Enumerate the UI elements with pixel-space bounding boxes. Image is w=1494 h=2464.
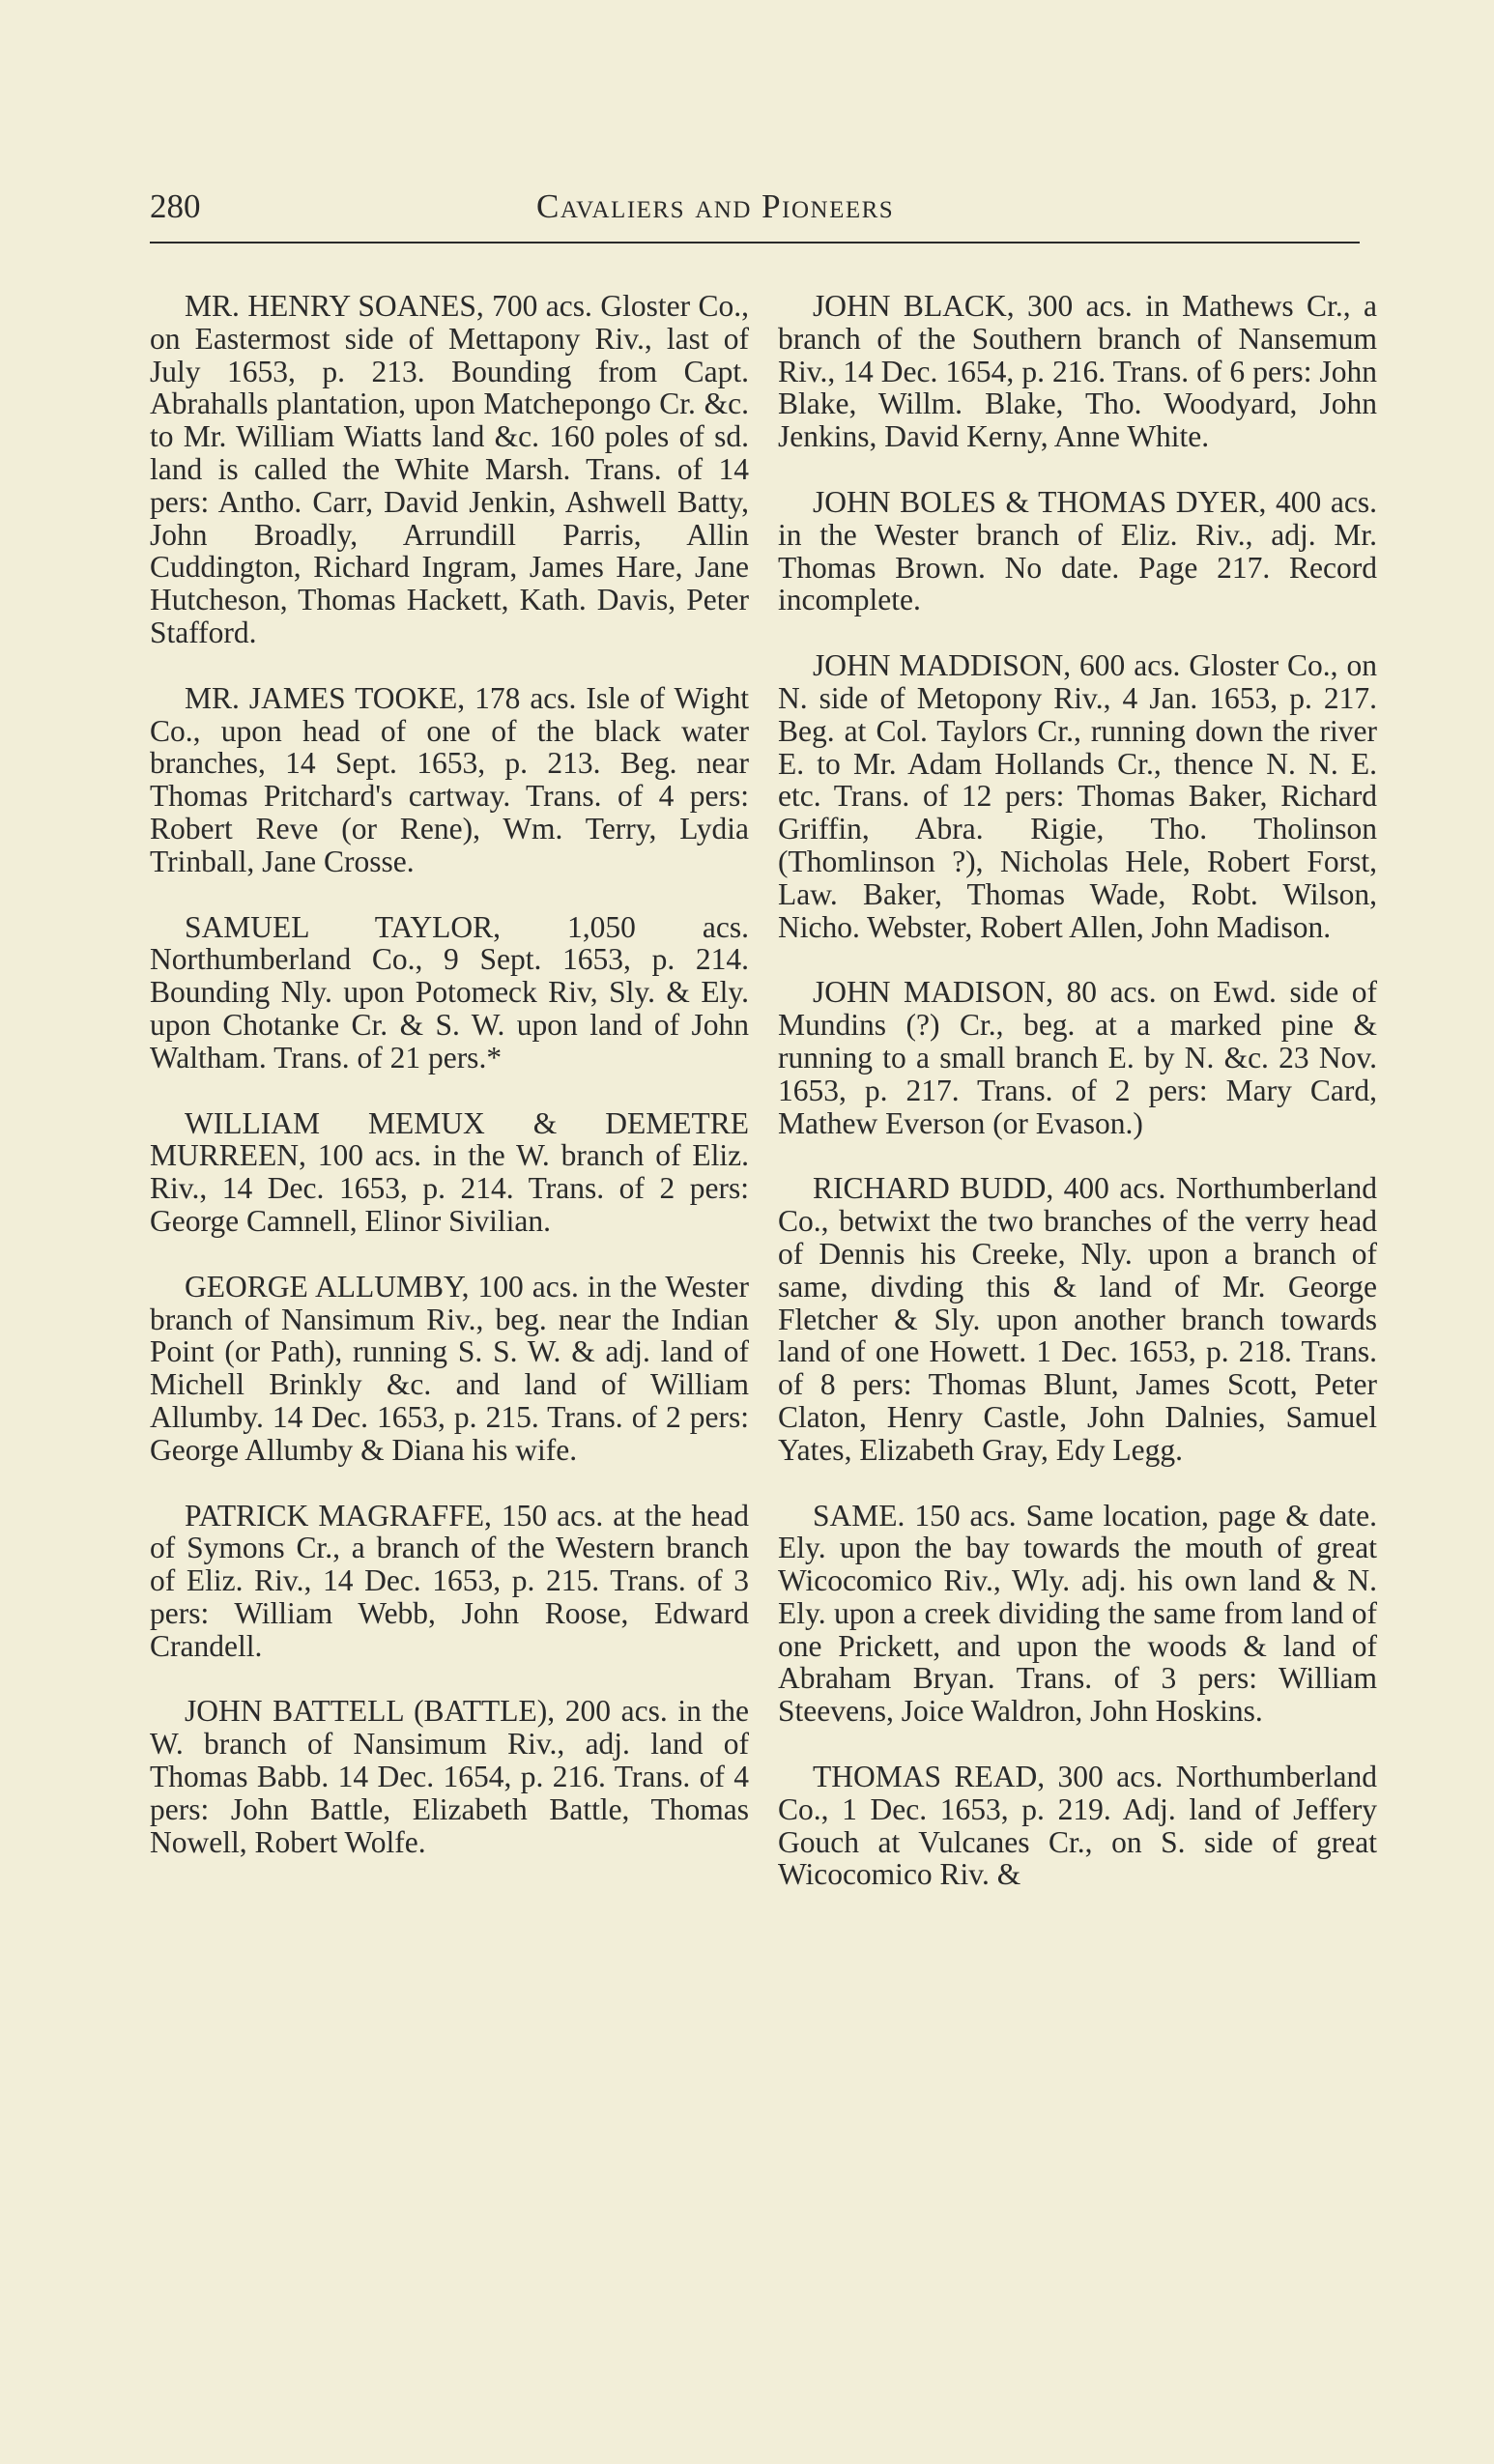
land-grant-entry: JOHN BOLES & THOMAS DYER, 400 acs. in the Wester branch of Eliz. Riv., adj. Mr. Thomas Brown. No date. Page 217. Record incomplete.	[778, 484, 1377, 617]
land-grant-entry: JOHN MADDISON, 600 acs. Gloster Co., on N. side of Metopony Riv., 4 Jan. 1653, p. 217. Beg. at Col. Taylors Cr., running down the river E. to Mr. Adam Hollands Cr., thence N. N. E. etc. Trans. of 12 pers: Thomas Baker, Richard Griffin, Abra. Rigie, Tho. Tholinson (Thomlinson ?), Nicholas Hele, Robert Forst, Law. Baker, Thomas Wade, Robt. Wilson, Nicho. Webster, Robert Allen, John Madison.	[778, 648, 1377, 944]
land-grant-entry: SAMUEL TAYLOR, 1,050 acs. Northumberland Co., 9 Sept. 1653, p. 214. Bounding Nly. upon Potomeck Riv, Sly. & Ely. upon Chotanke Cr. & S. W. upon land of John Waltham. Trans. of 21 pers.*	[150, 909, 749, 1074]
land-grant-entry: MR. HENRY SOANES, 700 acs. Gloster Co., on Eastermost side of Mettapony Riv., last of July 1653, p. 213. Bounding from Capt. Abrahalls plantation, upon Matchepongo Cr. &c. to Mr. William Wiatts land &c. 160 poles of sd. land is called the White Marsh. Trans. of 14 pers: Antho. Carr, David Jenkin, Ashwell Batty, John Broadly, Arrundill Parris, Allin Cuddington, Richard Ingram, James Hare, Jane Hutcheson, Thomas Hackett, Kath. Davis, Peter Stafford.	[150, 289, 749, 649]
running-title: Cavaliers and Pioneers	[536, 187, 895, 225]
header-rule	[150, 242, 1360, 244]
land-grant-entry: MR. JAMES TOOKE, 178 acs. Isle of Wight Co., upon head of one of the black water branches, 14 Sept. 1653, p. 213. Beg. near Thomas Pritchard's cartway. Trans. of 4 pers: Robert Reve (or Rene), Wm. Terry, Lydia Trinball, Jane Crosse.	[150, 680, 749, 878]
land-grant-entry: GEORGE ALLUMBY, 100 acs. in the Wester branch of Nansimum Riv., beg. near the Indian Point (or Path), running S. S. W. & adj. land of Michell Brinkly &c. and land of William Allumby. 14 Dec. 1653, p. 215. Trans. of 2 pers: George Allumby & Diana his wife.	[150, 1269, 749, 1467]
land-grant-entry: JOHN BATTELL (BATTLE), 200 acs. in the W. branch of Nansimum Riv., adj. land of Thomas Babb. 14 Dec. 1654, p. 216. Trans. of 4 pers: John Battle, Elizabeth Battle, Thomas Nowell, Robert Wolfe.	[150, 1694, 749, 1859]
land-grant-entry: SAME. 150 acs. Same location, page & date. Ely. upon the bay towards the mouth of great Wicocomico Riv., Wly. adj. his own land & N. Ely. upon a creek dividing the same from land of one Prickett, and upon the woods & land of Abraham Bryan. Trans. of 3 pers: William Steevens, Joice Waldron, John Hoskins.	[778, 1498, 1377, 1729]
land-grant-entry: JOHN MADISON, 80 acs. on Ewd. side of Mundins (?) Cr., beg. at a marked pine & running to a small branch E. by N. &c. 23 Nov. 1653, p. 217. Trans. of 2 pers: Mary Card, Mathew Everson (or Evason.)	[778, 975, 1377, 1140]
land-grant-entry: RICHARD BUDD, 400 acs. Northumberland Co., betwixt the two branches of the verry head of Dennis his Creeke, Nly. upon a branch of same, divding this & land of Mr. George Fletcher & Sly. upon another branch towards land of one Howett. 1 Dec. 1653, p. 218. Trans. of 8 pers: Thomas Blunt, James Scott, Peter Claton, Henry Castle, John Dalnies, Samuel Yates, Elizabeth Gray, Edy Legg.	[778, 1171, 1377, 1467]
left-column	[150, 290, 749, 1891]
page-number: 280	[150, 187, 201, 225]
land-grant-entry: JOHN BLACK, 300 acs. in Mathews Cr., a branch of the Southern branch of Nansemum Riv., 14 Dec. 1654, p. 216. Trans. of 6 pers: John Blake, Willm. Blake, Tho. Woodyard, John Jenkins, David Kerny, Anne White.	[778, 289, 1377, 454]
land-grant-entry: PATRICK MAGRAFFE, 150 acs. at the head of Symons Cr., a branch of the Western branch of Eliz. Riv., 14 Dec. 1653, p. 215. Trans. of 3 pers: William Webb, John Roose, Edward Crandell.	[150, 1498, 749, 1663]
land-grant-entry: WILLIAM MEMUX & DEMETRE MURREEN, 100 acs. in the W. branch of Eliz. Riv., 14 Dec. 1653, p. 214. Trans. of 2 pers: George Camnell, Elinor Sivilian.	[150, 1105, 749, 1238]
land-grant-entry: THOMAS READ, 300 acs. Northumberland Co., 1 Dec. 1653, p. 219. Adj. land of Jeffery Gouch at Vulcanes Cr., on S. side of great Wicocomico Riv. &	[778, 1760, 1377, 1892]
right-column	[778, 290, 1377, 1924]
